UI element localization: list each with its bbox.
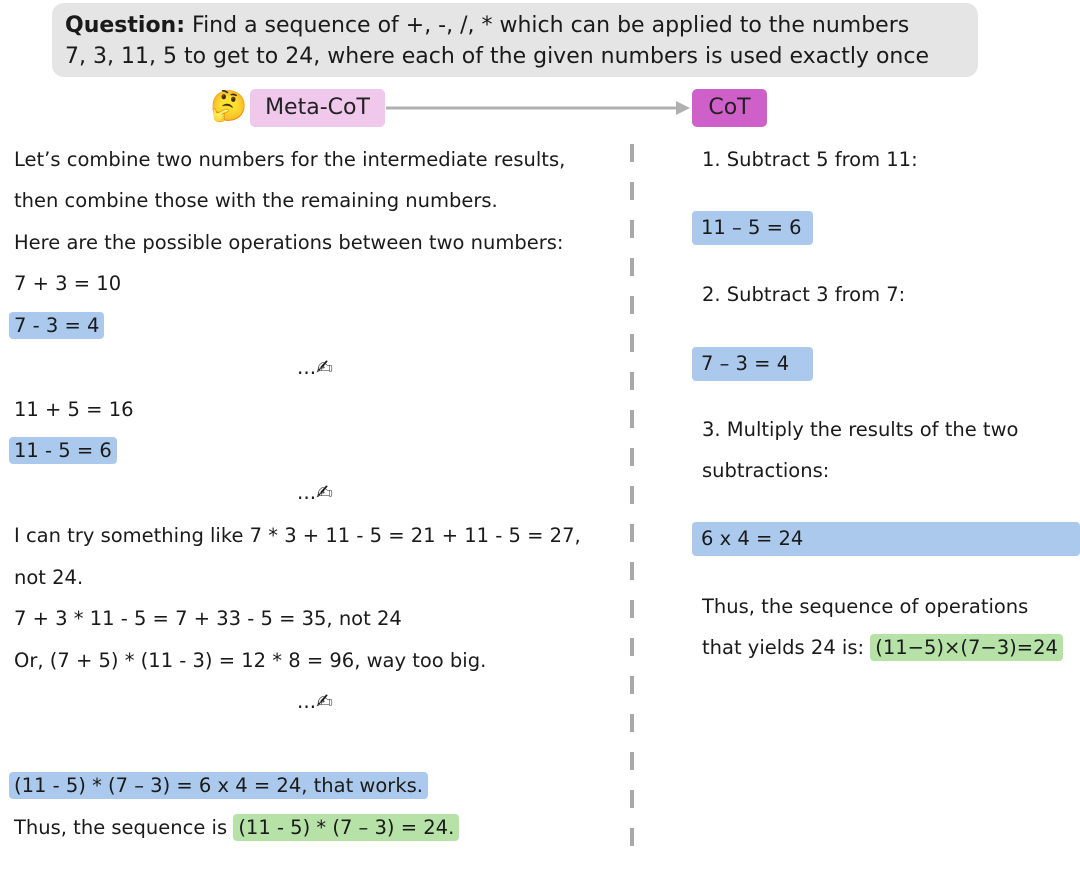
meta-cot-tag: Meta-CoT [250, 89, 385, 127]
cot-eq-2: 7 – 3 = 4 [692, 347, 813, 381]
cot-step-1: 1. Subtract 5 from 11: [702, 148, 918, 171]
meta-works-line [9, 771, 428, 801]
cot-conclusion-1: Thus, the sequence of operations [702, 595, 1029, 618]
cot-eq-1: 11 – 5 = 6 [692, 211, 813, 245]
meta-ellipsis-1: ...✍ [297, 355, 333, 379]
cot-conclusion-2 [702, 633, 1063, 663]
meta-try-3: Or, (7 + 5) * (11 - 3) = 12 * 8 = 96, way too big. [14, 649, 487, 672]
meta-intro-3: Here are the possible operations between two numbers: [14, 231, 564, 254]
cot-step-2: 2. Subtract 3 from 7: [702, 283, 906, 306]
meta-try-1b: not 24. [14, 566, 84, 589]
column-divider [630, 144, 634, 864]
meta-final-answer: (11 - 5) * (7 – 3) = 24. [233, 814, 459, 841]
meta-op-2-line [9, 311, 104, 341]
cot-step-3b: subtractions: [702, 459, 830, 482]
meta-op-4-line [9, 436, 117, 466]
meta-intro-1: Let’s combine two numbers for the intermediate results, [14, 148, 566, 171]
cot-eq-3: 6 x 4 = 24 [692, 522, 1080, 556]
meta-ellipsis-2: ...✍ [297, 480, 333, 504]
question-label: Question: [65, 13, 186, 38]
arrow-head [676, 101, 690, 115]
meta-to-cot-arrow [0, 0, 1080, 140]
meta-intro-2: then combine those with the remaining numbers. [14, 189, 498, 212]
question-text-2: 7, 3, 11, 5 to get to 24, where each of the given numbers is used exactly once [65, 44, 929, 69]
meta-op-1: 7 + 3 = 10 [14, 272, 122, 295]
meta-ellipsis-3: ...✍ [297, 689, 333, 713]
meta-final-prefix: Thus, the sequence is [14, 816, 234, 839]
meta-op-3: 11 + 5 = 16 [14, 398, 134, 421]
thinking-face-icon: 🤔 [210, 89, 248, 124]
meta-try-2: 7 + 3 * 11 - 5 = 7 + 33 - 5 = 35, not 24 [14, 607, 402, 630]
cot-conclusion-answer: (11−5)×(7−3)=24 [870, 634, 1063, 661]
question-text-1: Find a sequence of +, -, /, * which can be applied to the numbers [192, 13, 910, 38]
meta-op-2-highlight: 7 - 3 = 4 [9, 312, 104, 339]
cot-conclusion-prefix: that yields 24 is: [702, 636, 871, 659]
cot-step-3a: 3. Multiply the results of the two [702, 418, 1019, 441]
cot-tag: CoT [692, 89, 767, 127]
meta-try-1: I can try something like 7 * 3 + 11 - 5 = 21 + 11 - 5 = 27, [14, 524, 581, 547]
meta-final-line [14, 813, 459, 843]
meta-works-highlight: (11 - 5) * (7 – 3) = 6 x 4 = 24, that works. [9, 772, 428, 799]
meta-op-4-highlight: 11 - 5 = 6 [9, 437, 117, 464]
